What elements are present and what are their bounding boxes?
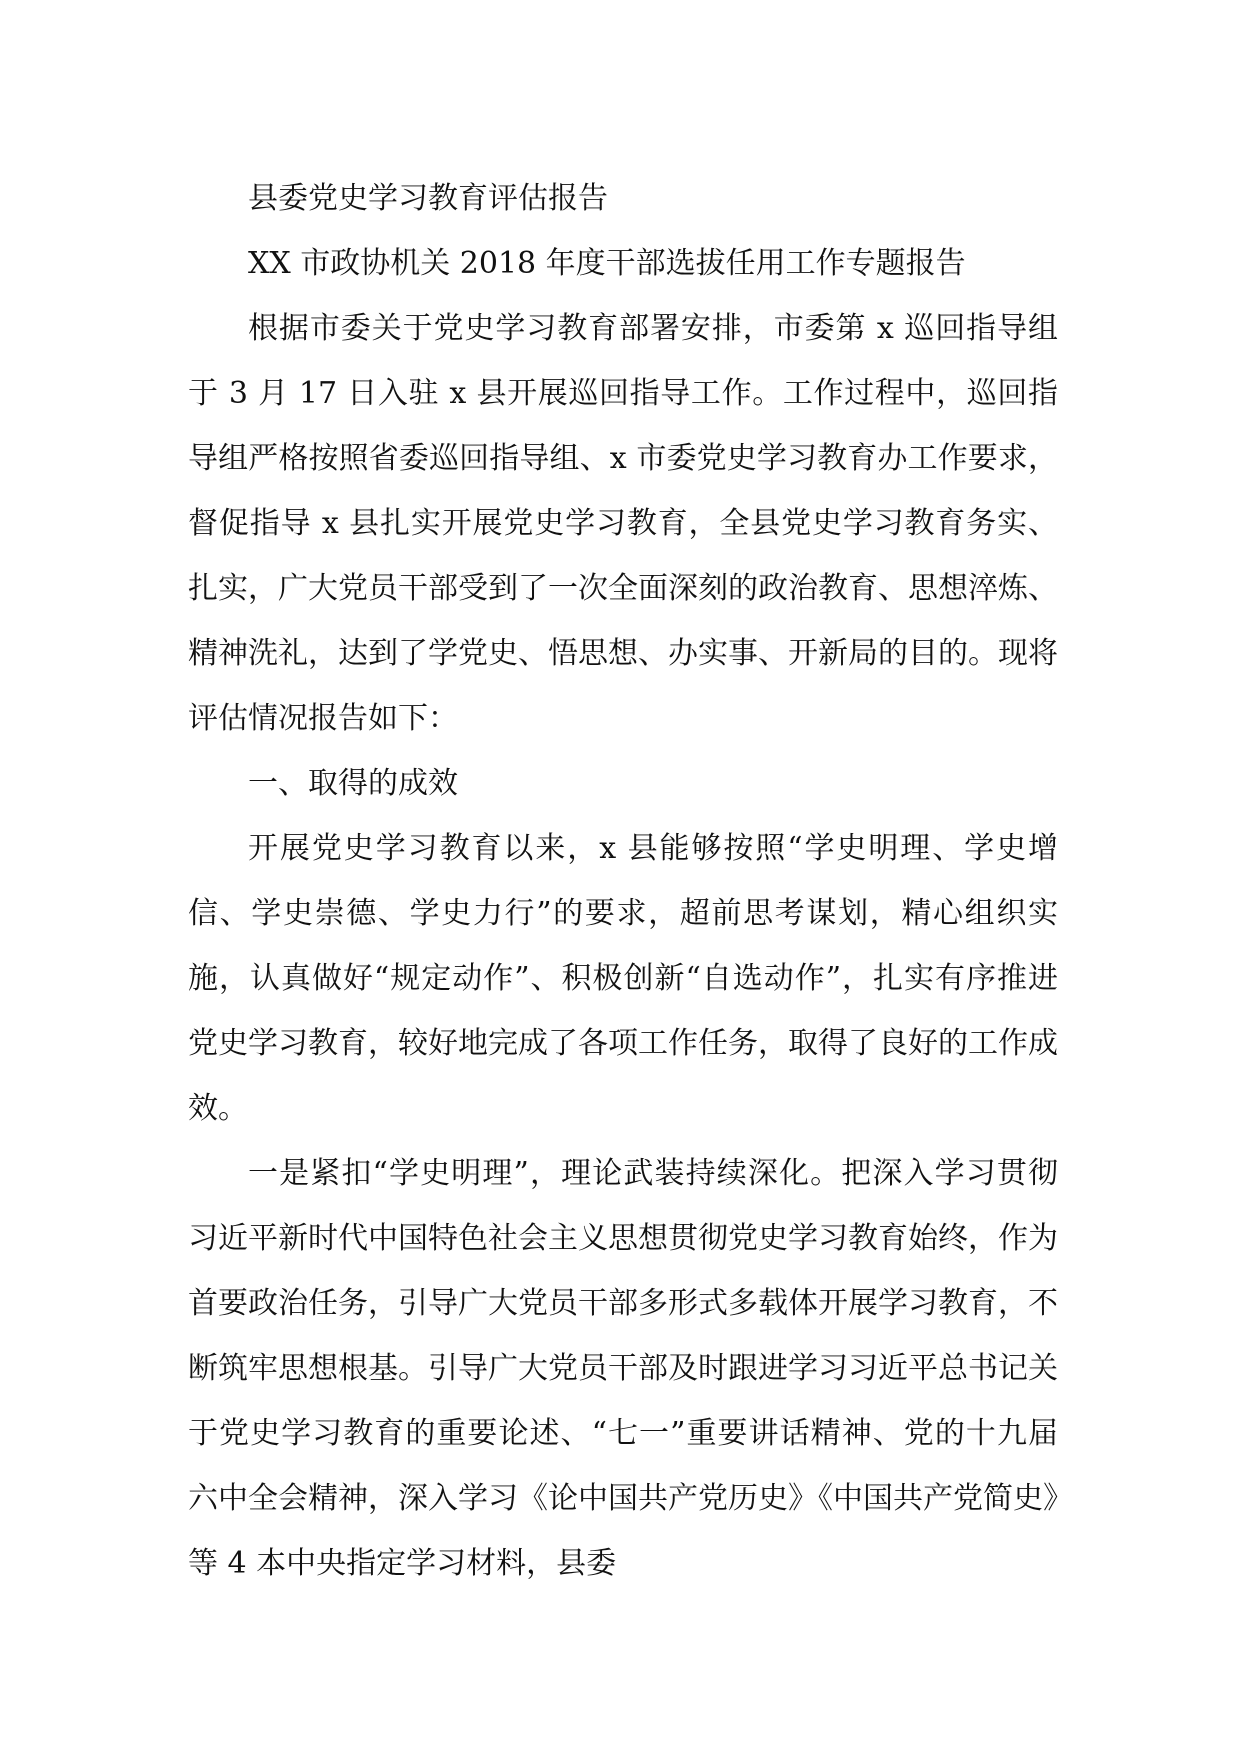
document-title: 县委党史学习教育评估报告 — [248, 181, 608, 216]
document-subtitle: XX 市政协机关 2018 年度干部选拔任用工作专题报告 — [248, 246, 966, 281]
paragraph-intro: 根据市委关于党史学习教育部署安排，市委第 x 巡回指导组于 3 月 17 日入驻 x 县开展巡回指导工作。工作过程中，巡回指导组严格按照省委巡回指导组、x 市委党史学习教育办工作要求，督促指导 x 县扎实开展党史学习教育，全县党史学习教育务实、扎实，广大党员干部受到了一次全面深刻的政治教育、思想淬炼、精神洗礼，达到了学党史、悟思想、办实事、开新局的目的。现将评估情况报告如下： — [188, 311, 1058, 736]
paragraph-point-one: 一是紧扣“学史明理”，理论武装持续深化。把深入学习贯彻习近平新时代中国特色社会主义思想贯彻党史学习教育始终，作为首要政治任务，引导广大党员干部多形式多载体开展学习教育，不断筑牢思想根基。引导广大党员干部及时跟进学习习近平总书记关于党史学习教育的重要论述、“七一”重要讲话精神、党的十九届六中全会精神，深入学习《论中国共产党历史》《中国共产党简史》等 4 本中央指定学习材料，县委 — [188, 1156, 1058, 1581]
paragraph-achievements: 开展党史学习教育以来，x 县能够按照“学史明理、学史增信、学史崇德、学史力行”的要求，超前思考谋划，精心组织实施，认真做好“规定动作”、积极创新“自选动作”，扎实有序推进党史学习教育，较好地完成了各项工作任务，取得了良好的工作成效。 — [188, 831, 1058, 1126]
section-heading: 一、取得的成效 — [248, 766, 458, 801]
document-body — [188, 166, 1058, 1596]
